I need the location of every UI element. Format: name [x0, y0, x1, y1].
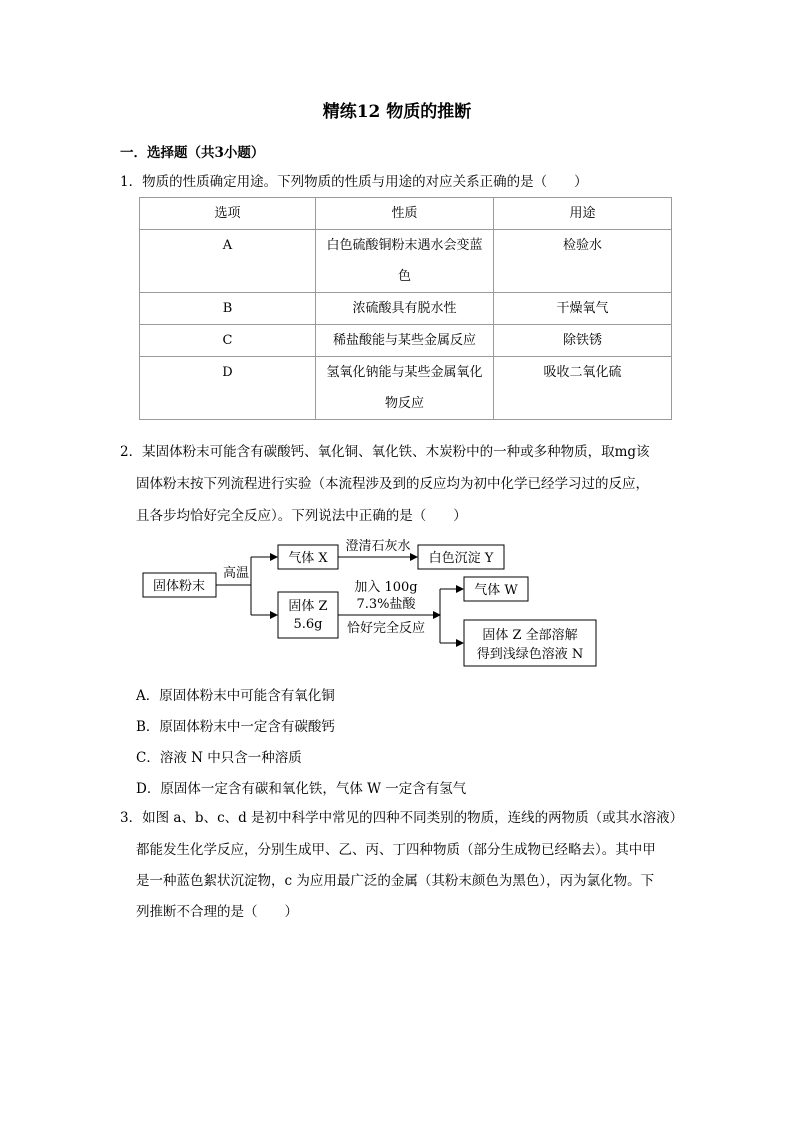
q2-option-d: D．原固体一定含有碳和氧化铁，气体 W 一定含有氢气: [136, 781, 467, 797]
property-line: 稀盐酸能与某些金属反应: [332, 333, 476, 348]
result-line-2: 得到浅绿色溶液 N: [476, 647, 584, 662]
q2-option-b: B．原固体粉末中一定含有碳酸钙: [136, 719, 335, 735]
limewater-label: 澄清石灰水: [345, 539, 411, 554]
property-cell: [316, 230, 494, 293]
header-cell: 性质: [316, 198, 494, 230]
q2-stem-line: 且各步均恰好完全反应）。下列说法中正确的是（ ）: [136, 508, 467, 524]
use-cell: 干燥氧气: [494, 293, 672, 325]
option-cell: D: [140, 357, 316, 420]
gas-w-label: 气体 W: [474, 583, 518, 598]
property-line: 白色硫酸铜粉末遇水会变蓝: [326, 238, 483, 253]
option-cell: B: [140, 293, 316, 325]
property-line: 氢氧化钠能与某些金属氧化: [326, 365, 483, 380]
use-cell: 吸收二氧化硫: [494, 357, 672, 420]
section-heading: 一．选择题（共3小题）: [120, 145, 265, 161]
option-cell: A: [140, 230, 316, 293]
table-row: [140, 357, 672, 420]
table-row: [140, 230, 672, 293]
white-precipitate-label: 白色沉淀 Y: [428, 551, 494, 566]
solid-z-label: 固体 Z: [288, 599, 328, 614]
property-cell: [316, 357, 494, 420]
q3-stem-line: 3．如图 a、b、c、d 是初中科学中常见的四种不同类别的物质，连线的两物质（或其水溶液）: [120, 810, 684, 826]
property-cell: [316, 325, 494, 357]
q3-stem-line: 是一种蓝色絮状沉淀物，c 为应用最广泛的金属（其粉末颜色为黑色），丙为氯化物。下: [136, 873, 655, 889]
table-header-row: [140, 198, 672, 230]
q2-stem-line: 2．某固体粉末可能含有碳酸钙、氧化铜、氧化铁、木炭粉中的一种或多种物质，取mg该: [120, 444, 650, 460]
solid-powder-label: 固体粉末: [152, 579, 206, 594]
flow-diagram: [138, 536, 598, 671]
solid-z-mass: 5.6g: [293, 617, 323, 632]
q3-stem-line: 都能发生化学反应，分别生成甲、乙、丙、丁四种物质（部分生成物已经略去）。其中甲: [136, 842, 656, 858]
use-cell: 检验水: [494, 230, 672, 293]
property-line: 色: [397, 269, 411, 284]
gas-x-label: 气体 X: [288, 551, 328, 566]
q1-stem: 1．物质的性质确定用途。下列物质的性质与用途的对应关系正确的是（ ）: [120, 174, 588, 190]
reagent-label: 7.3%盐酸: [356, 597, 416, 612]
high-temp-label: 高温: [222, 566, 250, 581]
property-line: 浓硫酸具有脱水性: [352, 301, 457, 316]
table-row: [140, 293, 672, 325]
option-cell: C: [140, 325, 316, 357]
table-row: [140, 325, 672, 357]
result-line-1: 固体 Z 全部溶解: [482, 628, 578, 643]
property-cell: [316, 293, 494, 325]
q2-option-c: C．溶液 N 中只含一种溶质: [136, 750, 302, 766]
header-cell: 用途: [494, 198, 672, 230]
q2-option-a: A．原固体粉末中可能含有氧化铜: [136, 688, 335, 704]
reaction-condition-label: 恰好完全反应: [346, 621, 426, 636]
q2-stem-line: 固体粉末按下列流程进行实验（本流程涉及到的反应均为初中化学已经学习过的反应，: [136, 476, 649, 492]
q1-options-table: [139, 197, 672, 420]
q3-stem-line: 列推断不合理的是（ ）: [136, 904, 298, 920]
property-line: 物反应: [384, 396, 424, 411]
reagent-amount-label: 加入 100g: [354, 580, 418, 595]
use-cell: 除铁锈: [494, 325, 672, 357]
header-cell: 选项: [140, 198, 316, 230]
page-title: 精练12 物质的推断: [322, 102, 472, 122]
